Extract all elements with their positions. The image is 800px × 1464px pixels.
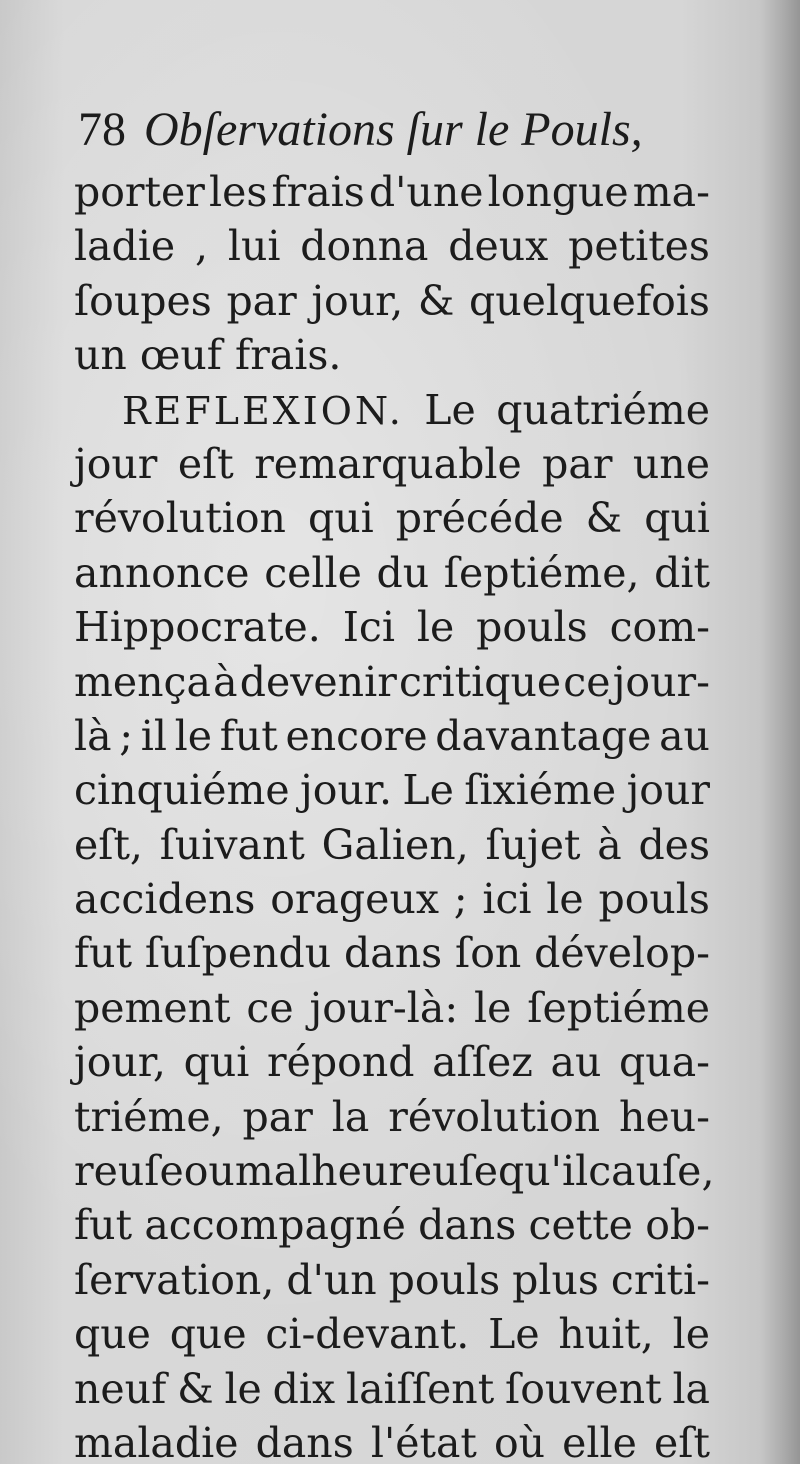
word: par — [226, 276, 297, 325]
word: là — [74, 711, 112, 760]
word: ; — [453, 875, 468, 924]
body-text — [74, 165, 715, 1464]
running-header — [78, 100, 698, 160]
text-line — [74, 1035, 710, 1089]
word: d'un — [286, 1255, 377, 1304]
text-line — [74, 165, 710, 219]
word: à — [597, 820, 622, 869]
word: pouls — [476, 603, 588, 652]
word: au — [550, 1038, 602, 1087]
word: frais — [271, 168, 365, 216]
word: la — [331, 1092, 370, 1141]
text-line — [74, 546, 710, 600]
word: ; — [119, 711, 134, 760]
text-line — [74, 872, 710, 926]
word: malheureuſe — [234, 1147, 499, 1196]
word: fut — [74, 1201, 133, 1250]
word: aſſez — [432, 1038, 533, 1087]
word: Le — [488, 1310, 540, 1359]
text-line — [74, 1144, 715, 1198]
word: le — [474, 983, 512, 1032]
word: , — [194, 222, 209, 271]
word: elle — [562, 1418, 637, 1464]
text-line — [74, 491, 710, 545]
word: ladie — [74, 222, 176, 271]
word: frais. — [235, 331, 342, 380]
text-line — [74, 1253, 710, 1307]
word: ſujet — [485, 820, 581, 869]
word: ſoupes — [74, 276, 212, 325]
word: criti- — [610, 1255, 710, 1304]
word: ſervation, — [74, 1255, 275, 1304]
word: jour — [626, 766, 710, 815]
word: que — [169, 1310, 247, 1359]
word: ſuſpendu — [144, 929, 332, 978]
word: Le — [424, 385, 476, 434]
word: lui — [227, 222, 281, 271]
word: jour. — [300, 766, 392, 815]
word: cauſe, — [588, 1147, 715, 1196]
word: jour-là: — [309, 983, 459, 1032]
word: pouls — [598, 875, 710, 924]
word: qu'il — [498, 1147, 589, 1196]
word: deux — [448, 222, 549, 271]
word: pement — [74, 983, 231, 1032]
word: orageux — [270, 875, 439, 924]
word: quelquefois — [469, 276, 710, 325]
word: à — [213, 657, 238, 706]
word: Hippocrate. — [74, 603, 321, 652]
word: donna — [300, 222, 429, 271]
word: & — [585, 494, 623, 543]
word: ce — [246, 983, 294, 1032]
word: quatriéme — [496, 385, 710, 434]
word: Galien, — [321, 820, 469, 869]
word: reuſe — [74, 1147, 184, 1196]
word: cinquiéme — [74, 766, 290, 815]
word: ſeptiéme, — [443, 548, 640, 597]
running-title: Obſervations ſur le Pouls, — [144, 103, 643, 156]
text-line — [74, 655, 710, 709]
text-line — [74, 383, 710, 437]
word: & — [177, 1364, 214, 1413]
word: qui — [307, 494, 374, 543]
word: eſt, — [74, 820, 143, 869]
word: annonce — [74, 548, 250, 597]
word: petites — [568, 222, 710, 271]
text-line — [74, 981, 710, 1035]
word: ce — [563, 657, 611, 706]
word: ſouvent — [505, 1364, 662, 1413]
word: où — [493, 1418, 546, 1464]
word: heu- — [619, 1092, 710, 1141]
word: eſt — [654, 1418, 710, 1464]
text-line — [74, 1362, 710, 1416]
word: dans — [418, 1201, 517, 1250]
word: remarquable — [254, 439, 522, 488]
word: il — [140, 711, 167, 760]
text-line — [74, 1090, 710, 1144]
section-heading-word: REFLEXION. — [122, 388, 404, 433]
word: un — [74, 331, 127, 380]
word: qua- — [619, 1038, 710, 1087]
word: longue — [487, 168, 629, 216]
word: précéde — [395, 494, 564, 543]
word: dix — [272, 1364, 336, 1413]
word: jour, — [311, 276, 404, 325]
text-line — [74, 1416, 710, 1464]
text-line — [74, 926, 710, 980]
text-line — [74, 328, 710, 382]
word: jour — [74, 439, 158, 488]
word: la — [672, 1364, 710, 1413]
word: des — [638, 820, 710, 869]
word: ou — [183, 1147, 235, 1196]
word: pouls — [388, 1255, 501, 1304]
text-line — [74, 818, 710, 872]
word: que — [74, 1310, 151, 1359]
word: d'une — [368, 168, 484, 216]
word: jour- — [612, 657, 710, 706]
word: critique — [398, 657, 562, 706]
word: encore — [285, 711, 428, 760]
word: maladie — [74, 1418, 239, 1464]
word: davantage — [435, 711, 652, 760]
word: œuf — [139, 331, 222, 380]
word: celle — [264, 548, 362, 597]
word: le — [224, 1364, 262, 1413]
word: accompagné — [144, 1201, 406, 1250]
word: une — [632, 439, 710, 488]
word: dévelop- — [534, 929, 710, 978]
word: au — [659, 711, 710, 760]
word: qui — [183, 1038, 250, 1087]
word: qui — [644, 494, 710, 543]
word: cette — [528, 1201, 633, 1250]
word: com- — [609, 603, 710, 652]
text-line — [74, 274, 710, 328]
word: jour, — [74, 1038, 166, 1087]
word: ci-devant. — [265, 1310, 470, 1359]
word: mença — [74, 657, 211, 706]
word: plus — [512, 1255, 599, 1304]
word: dans — [255, 1418, 354, 1464]
text-line — [74, 219, 710, 273]
word: le — [416, 603, 455, 652]
word: révolution — [388, 1092, 601, 1141]
word: répond — [267, 1038, 415, 1087]
text-line — [74, 600, 710, 654]
word: ſixiéme — [464, 766, 617, 815]
word: Le — [402, 766, 454, 815]
word: dit — [654, 548, 710, 597]
word: par — [542, 439, 613, 488]
word: triéme, — [74, 1092, 224, 1141]
word: ob- — [645, 1201, 710, 1250]
word: devenir — [239, 657, 397, 706]
text-line — [74, 763, 710, 817]
word: fut — [74, 929, 133, 978]
page-number: 78 — [78, 103, 126, 156]
text-line — [74, 1307, 710, 1361]
word: les — [208, 168, 268, 216]
text-line — [74, 437, 710, 491]
word: & — [417, 276, 455, 325]
text-line — [74, 709, 710, 763]
word: dans — [344, 929, 443, 978]
word: le — [546, 875, 584, 924]
word: ici — [482, 875, 532, 924]
page-edge-shadow — [760, 0, 800, 1464]
word: Ici — [342, 603, 395, 652]
word: par — [242, 1092, 313, 1141]
word: le — [672, 1310, 710, 1359]
word: neuf — [74, 1364, 167, 1413]
word: accidens — [74, 875, 256, 924]
word: le — [174, 711, 213, 760]
word: ſuivant — [159, 820, 305, 869]
word: ſon — [455, 929, 522, 978]
word: fut — [219, 711, 278, 760]
word: eſt — [177, 439, 234, 488]
word: ſeptiéme — [527, 983, 710, 1032]
text-line — [74, 1198, 710, 1252]
word: huit, — [558, 1310, 654, 1359]
word: porter — [74, 168, 205, 216]
word: l'état — [370, 1418, 477, 1464]
word: révolution — [74, 494, 286, 543]
word: ma- — [632, 168, 710, 216]
word: laiſſent — [346, 1364, 495, 1413]
word: du — [376, 548, 430, 597]
